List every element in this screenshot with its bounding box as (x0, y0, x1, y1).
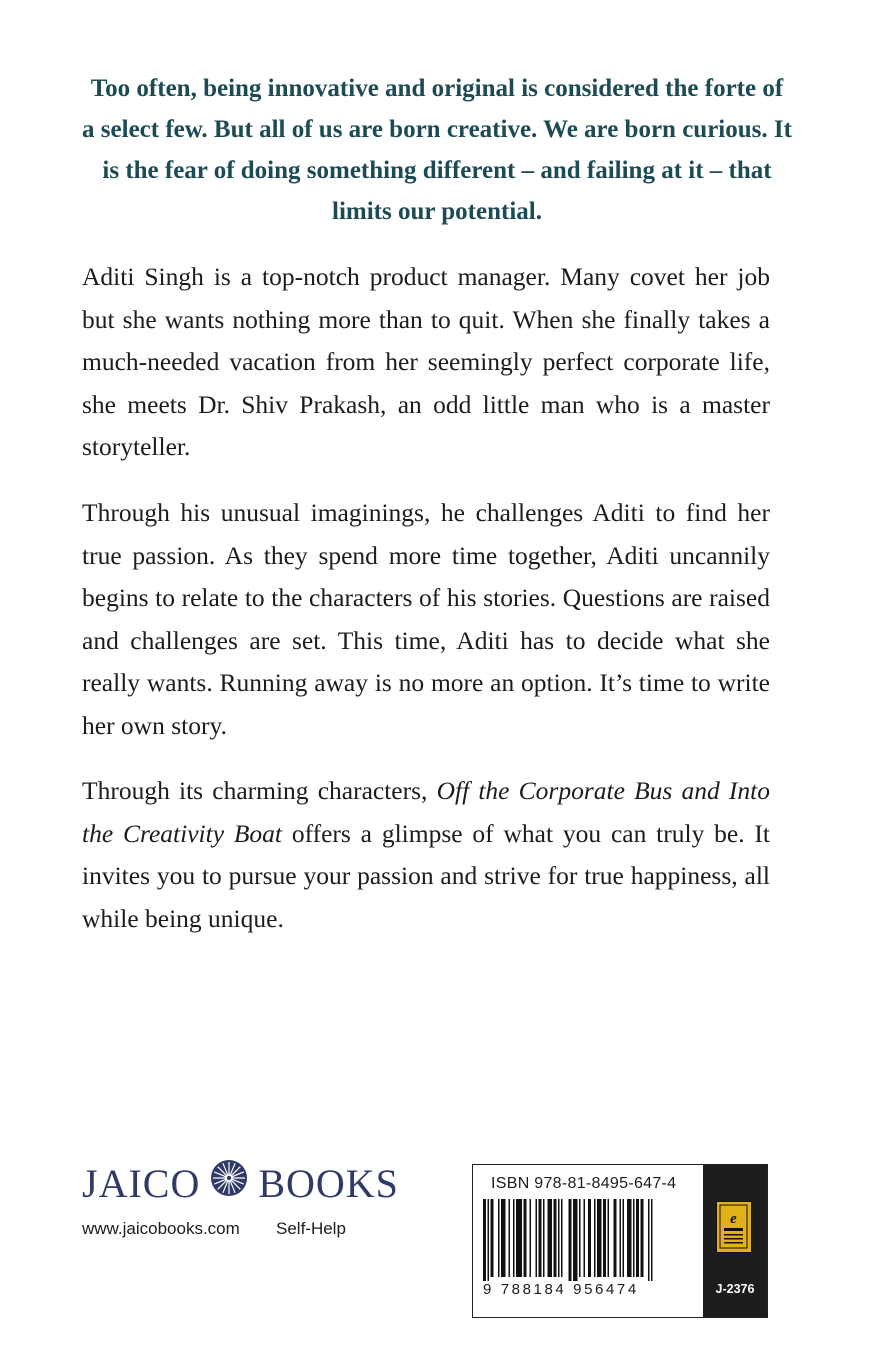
publisher-name-right: BOOKS (258, 1160, 399, 1206)
description-paragraph-3 (82, 770, 770, 940)
tagline: Too often, being innovative and original is considered the forte of a select few. But all of us are born creative. We are born curious. It is the fear of doing something different – and failing at it – that limits our potential. (82, 75, 792, 225)
code-panel (703, 1165, 767, 1317)
paragraph-3-intro: Through its charming characters, (82, 776, 437, 805)
ebook-available-icon (716, 1201, 752, 1253)
catalog-code: J-2376 (715, 1282, 755, 1296)
isbn-label: ISBN 978-81-8495-647-4 (491, 1175, 677, 1192)
svg-text:e: e (730, 1211, 737, 1227)
book-title: Off the Corporate Bus and Into the Creativity Boat (82, 776, 770, 848)
barcode-digits: 9 788184 956474 (483, 1281, 639, 1298)
description-paragraph-2: Through his unusual imaginings, he challenges Aditi to find her true passion. As they spend more time together, Aditi uncannily begins to relate to the characters of his stories. Questions are raised and challenges are set. This time, Aditi has to decide what she really wants. Running away is no more an option. It’s time to write her own story. (82, 498, 770, 740)
publisher-url: www.jaicobooks.com (82, 1219, 240, 1238)
barcode-panel (472, 1164, 768, 1318)
chakra-wheel-icon (209, 1158, 249, 1208)
genre-label: Self-Help (276, 1219, 346, 1238)
publisher-name-left: JAICO (82, 1160, 201, 1206)
barcode-icon (483, 1199, 697, 1281)
paragraph-3-rest: offers a glimpse of what you can truly be. It invites you to pursue your passion and strive for true happiness, all while being unique. (82, 818, 771, 933)
publisher-logo (82, 1158, 399, 1208)
description-paragraph-1: Aditi Singh is a top-notch product manager. Many covet her job but she wants nothing more than to quit. When she finally takes a much-needed vacation from her seemingly perfect corporate life, she meets Dr. Shiv Prakash, an odd little man who is a master storyteller. (82, 262, 770, 461)
